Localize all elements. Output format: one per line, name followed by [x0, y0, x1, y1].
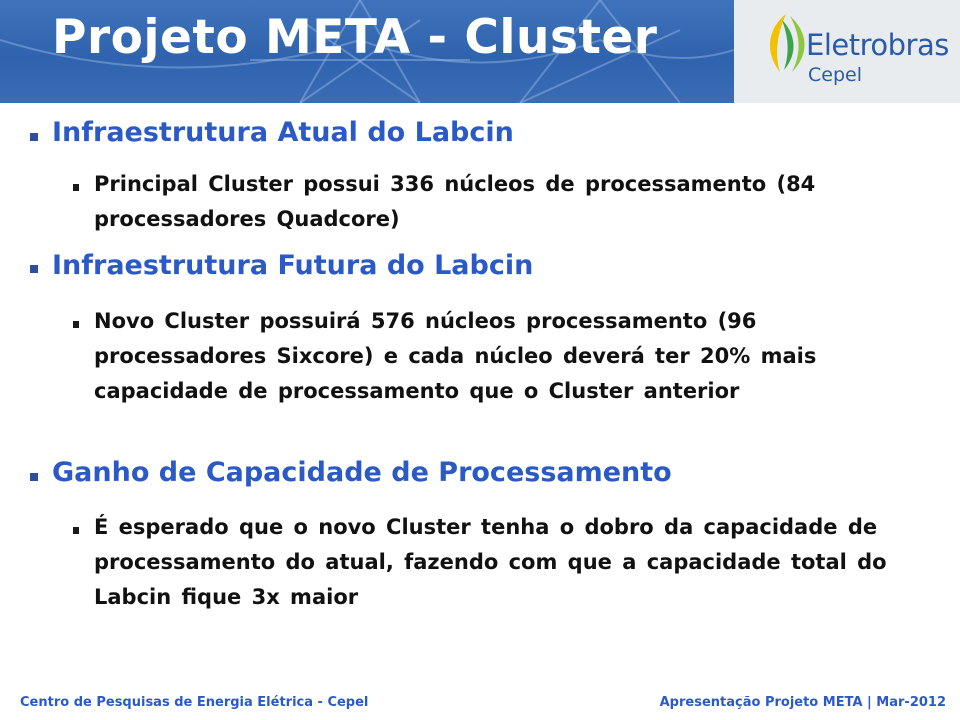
section-item: Novo Cluster possuirá 576 núcleos processamento (96 processadores Sixcore) e cada núcleo deverá ter 20% mais capacidade de processamento que o Cluster anterior — [94, 309, 817, 403]
section-bullet — [30, 265, 38, 273]
section-heading: Infraestrutura Atual do Labcin — [52, 117, 514, 148]
item-bullet — [73, 527, 79, 534]
logo-name: Eletrobras — [806, 28, 949, 62]
item-bullet — [73, 184, 79, 191]
section-item: É esperado que o novo Cluster tenha o dobro da capacidade de processamento do atual, fazendo com que a capacidade total do Labcin fique 3x maior — [94, 515, 887, 609]
section-heading: Infraestrutura Futura do Labcin — [52, 250, 534, 281]
slide-title: Projeto META - Cluster — [52, 10, 658, 65]
logo-subname: Cepel — [808, 64, 862, 86]
footer-organization: Centro de Pesquisas de Energia Elétrica - Cepel — [20, 695, 369, 710]
footer-presentation-info: Apresentação Projeto META | Mar-2012 — [659, 695, 946, 710]
section-heading: Ganho de Capacidade de Processamento — [52, 457, 672, 488]
section-item: Principal Cluster possui 336 núcleos de processamento (84 processadores Quadcore) — [94, 172, 816, 231]
item-bullet — [73, 321, 79, 328]
section-bullet — [30, 473, 38, 481]
section-bullet — [30, 133, 38, 141]
